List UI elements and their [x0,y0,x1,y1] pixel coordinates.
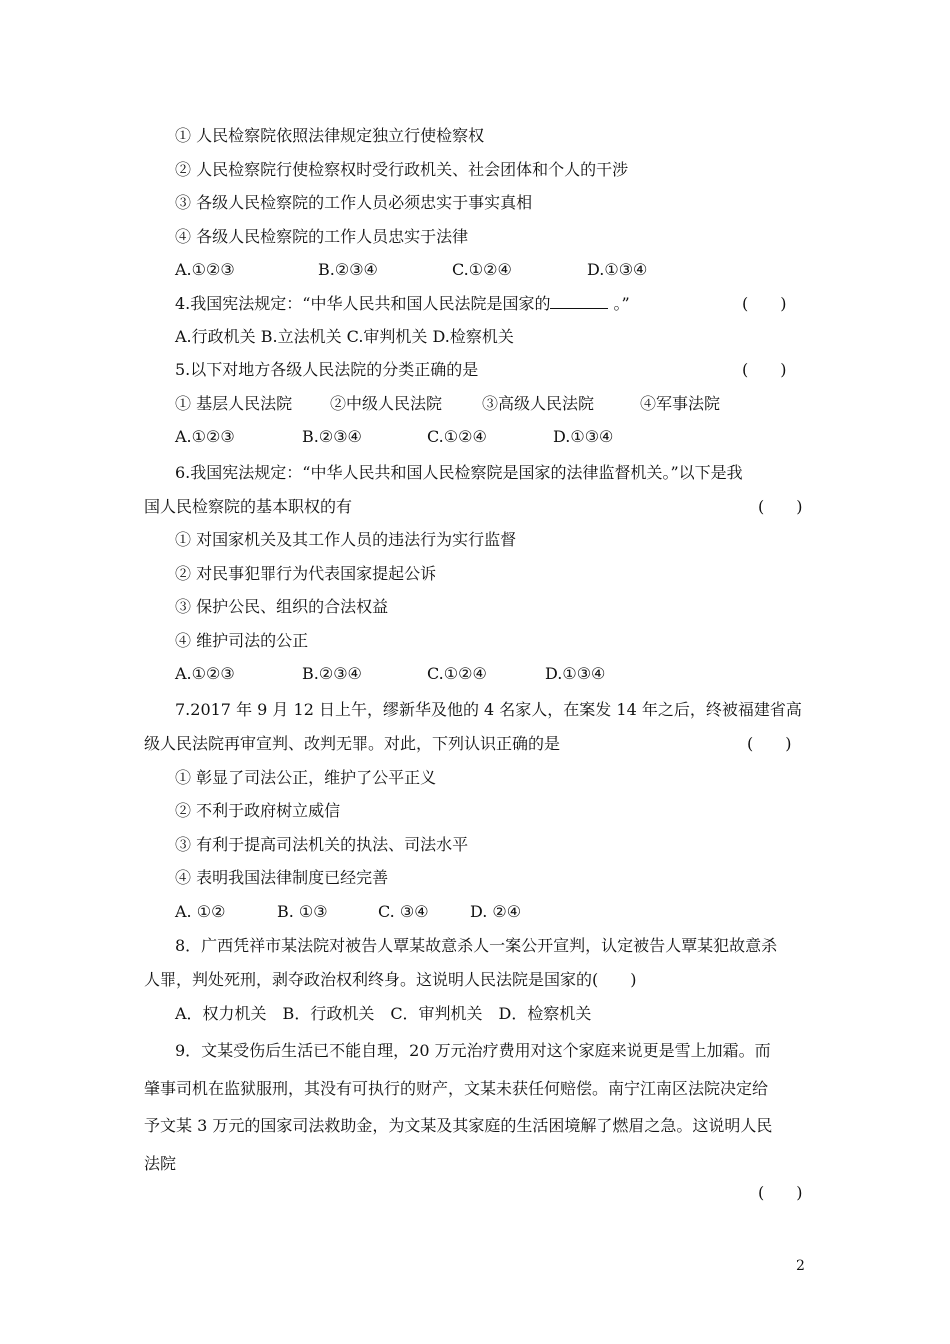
q8-stem-line-1: 8．广西凭祥市某法院对被告人覃某故意杀人一案公开宣判，认定被告人覃某犯故意杀 [175,936,778,955]
q3-option-c: C.①②④ [452,260,512,279]
q5-option-b: B.②③④ [302,427,362,446]
q5-option-c: C.①②④ [427,427,487,446]
q8-stem-line-2: 人罪，判处死刑，剥夺政治权利终身。这说明人民法院是国家的( ) [144,970,637,989]
q6-option-a: A.①②③ [175,664,235,683]
q4-stem-before: 4.我国宪法规定：“中华人民共和国人民法院是国家的 [175,294,551,313]
q7-answer-paren: ( ) [747,734,792,753]
q4-stem-after: 。” [613,294,630,313]
q7-option-b: B. ①③ [277,902,328,921]
q7-option-d: D. ②④ [470,902,522,921]
q6-stem-line-2: 国人民检察院的基本职权的有 [144,497,353,516]
page-number: 2 [796,1258,805,1274]
q3-option-a: A.①②③ [175,260,235,279]
q6-option-c: C.①②④ [427,664,487,683]
q5-item-1: ① 基层人民法院 [175,394,293,413]
q7-option-c: C. ③④ [378,902,429,921]
q4-answer-paren: ( ) [742,294,787,313]
q7-stem-line-2: 级人民法院再审宣判、改判无罪。对此，下列认识正确的是 [144,734,561,753]
q5-stem: 5.以下对地方各级人民法院的分类正确的是 [175,360,479,379]
q6-item-4: ④ 维护司法的公正 [175,631,309,650]
q6-item-2: ② 对民事犯罪行为代表国家提起公诉 [175,564,437,583]
q7-item-2: ② 不利于政府树立威信 [175,801,341,820]
q6-item-1: ① 对国家机关及其工作人员的违法行为实行监督 [175,530,517,549]
q5-option-d: D.①③④ [553,427,614,446]
q3-item-4: ④ 各级人民检察院的工作人员忠实于法律 [175,227,469,246]
q9-stem-line-3: 予文某 3 万元的国家司法救助金，为文某及其家庭的生活困境解了燃眉之急。这说明人民 [144,1116,773,1135]
q9-answer-paren: ( ) [758,1183,803,1202]
q5-answer-paren: ( ) [742,360,787,379]
q6-option-b: B.②③④ [302,664,362,683]
q9-stem-line-2: 肇事司机在监狱服刑，其没有可执行的财产，文某未获任何赔偿。南宁江南区法院决定给 [144,1079,769,1098]
q6-option-d: D.①③④ [545,664,606,683]
q6-answer-paren: ( ) [758,497,803,516]
q4-answer-blank [550,294,608,309]
q3-item-3: ③ 各级人民检察院的工作人员必须忠实于事实真相 [175,193,533,212]
q5-item-4: ④军事法院 [640,394,721,413]
q4-options: A.行政机关 B.立法机关 C.审判机关 D.检察机关 [175,327,514,346]
q4-stem [175,294,630,314]
q7-item-4: ④ 表明我国法律制度已经完善 [175,868,389,887]
q5-item-3: ③高级人民法院 [482,394,595,413]
q3-item-1: ① 人民检察院依照法律规定独立行使检察权 [175,126,485,145]
q3-option-d: D.①③④ [587,260,648,279]
q3-item-2: ② 人民检察院行使检察权时受行政机关、社会团体和个人的干涉 [175,160,629,179]
q7-item-1: ① 彰显了司法公正，维护了公平正义 [175,768,437,787]
q9-stem-line-4: 法院 [144,1154,177,1173]
q7-item-3: ③ 有利于提高司法机关的执法、司法水平 [175,835,469,854]
q9-stem-line-1: 9．文某受伤后生活已不能自理，20 万元治疗费用对这个家庭来说更是雪上加霜。而 [175,1041,771,1060]
q6-stem-line-1: 6.我国宪法规定：“中华人民共和国人民检察院是国家的法律监督机关。”以下是我 [175,463,743,482]
q3-option-b: B.②③④ [318,260,378,279]
q7-option-a: A. ①② [175,902,226,921]
q7-stem-line-1: 7.2017 年 9 月 12 日上午，缪新华及他的 4 名家人，在案发 14 年之后，终被福建省高 [175,700,802,719]
q8-options: A．权力机关 B．行政机关 C．审判机关 D．检察机关 [175,1004,592,1023]
q5-option-a: A.①②③ [175,427,235,446]
q5-item-2: ②中级人民法院 [330,394,443,413]
q6-item-3: ③ 保护公民、组织的合法权益 [175,597,389,616]
